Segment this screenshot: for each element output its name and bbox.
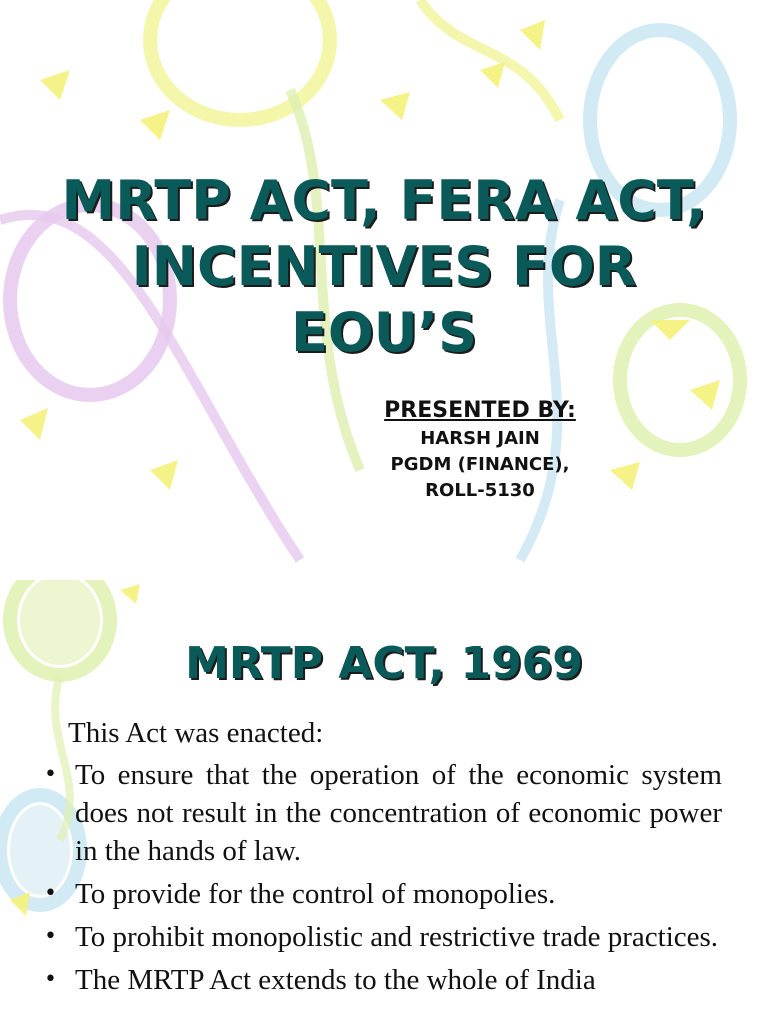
slide-title-heading: [20, 168, 748, 366]
bullet-text: To ensure that the operation of the economic system does not result in the concentration of economic power in the hands of law.: [75, 759, 722, 867]
confetti: [120, 584, 140, 604]
ribbon-yellow: [420, 0, 560, 120]
presenter-name: HARSH JAIN: [420, 428, 540, 449]
bullet-item: [40, 756, 722, 870]
confetti: [150, 460, 178, 490]
confetti: [380, 92, 410, 120]
slide-body: [40, 714, 722, 1004]
presenter-roll: ROLL-5130: [425, 480, 535, 501]
bullet-item: [40, 875, 722, 913]
presenter-block: [320, 396, 640, 504]
slide-mrtp: [0, 580, 768, 1024]
confetti: [520, 20, 545, 50]
title-line: INCENTIVES FOR: [131, 235, 637, 298]
confetti: [40, 70, 70, 100]
bullet-icon: •: [44, 881, 57, 906]
balloon-yellow-outline: [150, 0, 330, 120]
confetti: [20, 408, 48, 440]
bullet-text: To prohibit monopolistic and restrictive trade practices.: [75, 921, 719, 953]
title-line: EOU’S: [290, 301, 478, 364]
confetti: [140, 110, 170, 140]
bullet-icon: •: [44, 762, 57, 787]
intro-text: This Act was enacted:: [68, 717, 324, 749]
title-line: MRTP ACT, FERA ACT,: [61, 169, 707, 232]
presenter-program: PGDM (FINANCE),: [390, 454, 570, 475]
bullet-item: [40, 918, 722, 956]
slide-heading: MRTP ACT, 1969: [185, 638, 583, 689]
bullet-icon: •: [44, 924, 57, 949]
bullet-text: The MRTP Act extends to the whole of India: [75, 964, 596, 996]
bullet-icon: •: [44, 967, 57, 992]
bullet-list: [40, 756, 722, 999]
bullet-text: To provide for the control of monopolies.: [75, 878, 556, 910]
confetti: [480, 62, 505, 88]
bullet-item: [40, 961, 722, 999]
presented-by-label: PRESENTED BY:: [384, 398, 576, 423]
confetti: [690, 380, 720, 410]
